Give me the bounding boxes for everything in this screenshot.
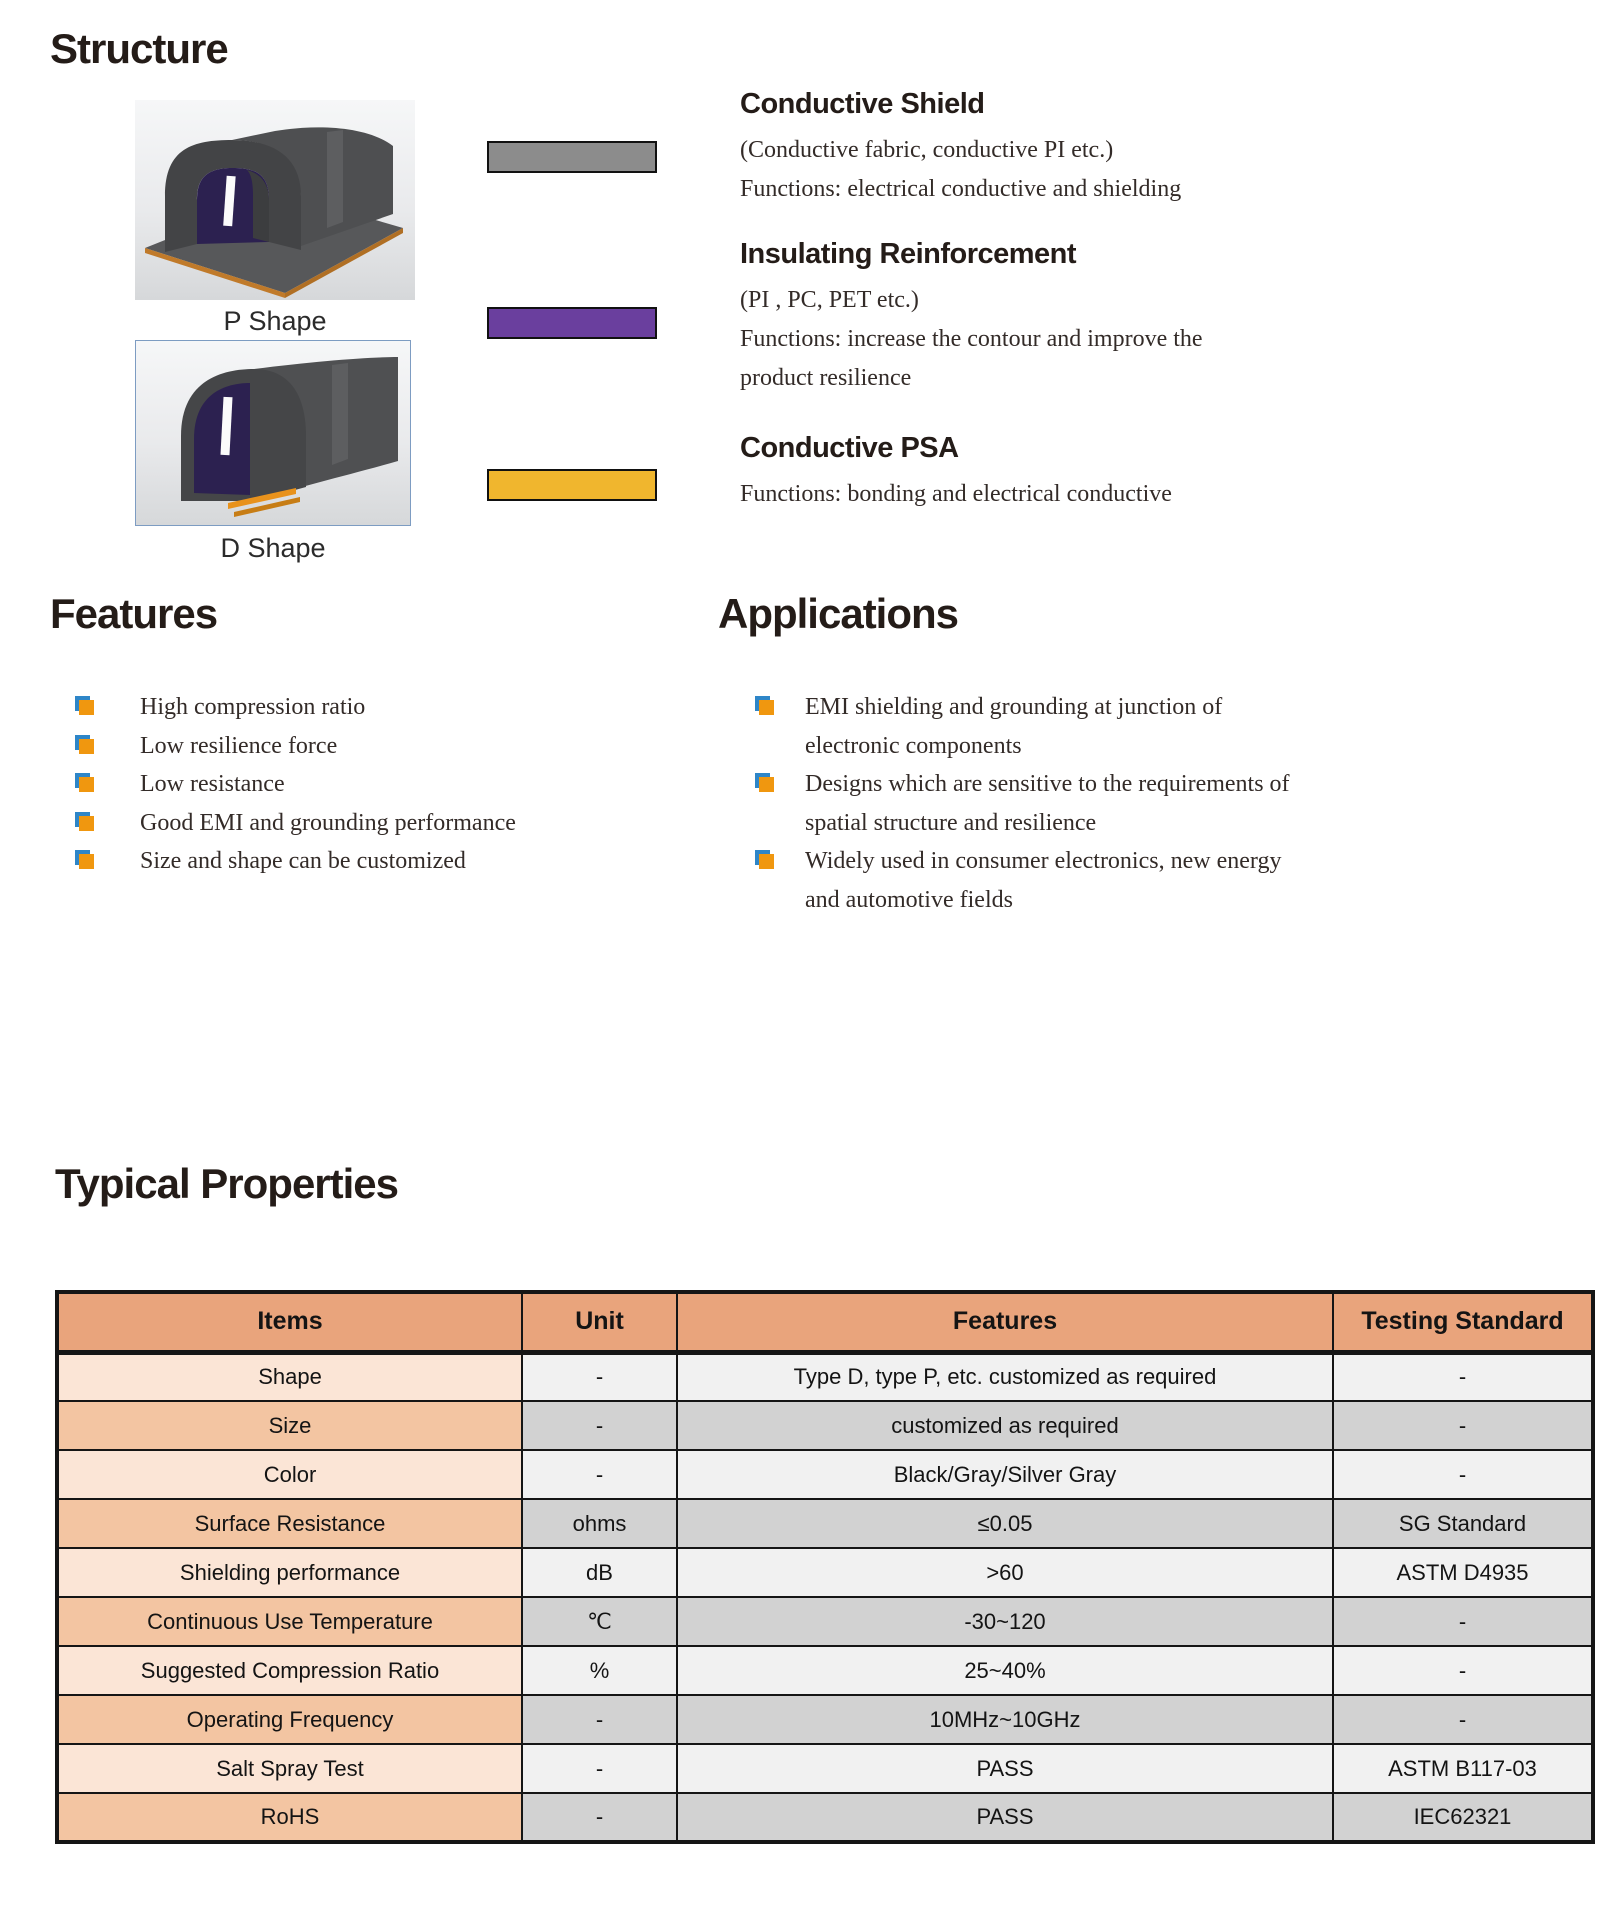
header-items: Items (57, 1292, 522, 1352)
cell-testing-standard: - (1333, 1646, 1593, 1695)
cell-testing-standard: - (1333, 1450, 1593, 1499)
insulating-reinforcement-functions: Functions: increase the contour and improve the product resilience (740, 326, 1203, 391)
header-features: Features (677, 1292, 1333, 1352)
list-item-label: High compression ratio (140, 694, 366, 720)
list-item-label: EMI shielding and grounding at junction of electronic components (805, 694, 1223, 759)
insulating-reinforcement-materials: (PI , PC, PET etc.) (740, 287, 919, 313)
cell-testing-standard: ASTM D4935 (1333, 1548, 1593, 1597)
p-shape-render (135, 100, 415, 300)
insulating-reinforcement-title: Insulating Reinforcement (740, 238, 1077, 270)
list-item (75, 727, 635, 766)
conductive-shield-functions: Functions: electrical conductive and shielding (740, 176, 1182, 202)
d-shape-label: D Shape (220, 533, 326, 563)
properties-table (55, 1290, 1595, 1844)
list-item (75, 688, 635, 727)
conductive-psa-functions: Functions: bonding and electrical conductive (740, 481, 1172, 507)
properties-table-header (57, 1292, 1593, 1352)
cell-feature: customized as required (677, 1401, 1333, 1450)
table-row (57, 1695, 1593, 1744)
header-unit: Unit (522, 1292, 677, 1352)
cell-item: Shape (57, 1352, 522, 1401)
applications-heading: Applications (718, 590, 959, 637)
table-row (57, 1450, 1593, 1499)
cell-unit: ℃ (522, 1597, 677, 1646)
list-item (755, 688, 1315, 765)
bullet-square-icon (755, 773, 775, 793)
list-item (755, 842, 1315, 919)
cell-testing-standard: - (1333, 1352, 1593, 1401)
cell-item: Surface Resistance (57, 1499, 522, 1548)
list-item-label: Widely used in consumer electronics, new energy and automotive fields (805, 848, 1282, 913)
cell-item: Salt Spray Test (57, 1744, 522, 1793)
features-list (75, 688, 635, 881)
cell-item: Size (57, 1401, 522, 1450)
properties-table-body (57, 1352, 1593, 1842)
conductive-psa-title: Conductive PSA (740, 432, 959, 464)
cell-unit: - (522, 1450, 677, 1499)
cell-testing-standard: IEC62321 (1333, 1793, 1593, 1842)
bullet-square-icon (75, 696, 95, 716)
cell-feature: PASS (677, 1744, 1333, 1793)
conductive-shield-title: Conductive Shield (740, 88, 985, 120)
cell-unit: - (522, 1793, 677, 1842)
list-item-label: Size and shape can be customized (140, 848, 466, 874)
cell-item: Operating Frequency (57, 1695, 522, 1744)
insulating-reinforcement-swatch (487, 307, 657, 339)
cell-testing-standard: - (1333, 1695, 1593, 1744)
cell-testing-standard: - (1333, 1401, 1593, 1450)
header-row (57, 1292, 1593, 1352)
table-row (57, 1646, 1593, 1695)
list-item (75, 804, 635, 843)
cell-feature: PASS (677, 1793, 1333, 1842)
cell-testing-standard: SG Standard (1333, 1499, 1593, 1548)
cell-unit: - (522, 1744, 677, 1793)
cell-feature: ≤0.05 (677, 1499, 1333, 1548)
cell-item: Color (57, 1450, 522, 1499)
insulating-reinforcement-block (740, 238, 1260, 398)
bullet-square-icon (75, 735, 95, 755)
cell-item: Suggested Compression Ratio (57, 1646, 522, 1695)
cell-testing-standard: - (1333, 1597, 1593, 1646)
d-shape-illustration (136, 341, 410, 525)
list-item (75, 765, 635, 804)
table-row (57, 1499, 1593, 1548)
cell-feature: 25~40% (677, 1646, 1333, 1695)
cell-feature: 10MHz~10GHz (677, 1695, 1333, 1744)
list-item-label: Low resistance (140, 771, 285, 797)
bullet-square-icon (755, 850, 775, 870)
list-item-label: Good EMI and grounding performance (140, 809, 516, 836)
cell-unit: ohms (522, 1499, 677, 1548)
cell-feature: >60 (677, 1548, 1333, 1597)
d-shape-render (135, 340, 411, 526)
cell-feature: -30~120 (677, 1597, 1333, 1646)
cell-testing-standard: ASTM B117-03 (1333, 1744, 1593, 1793)
header-testing-standard: Testing Standard (1333, 1292, 1593, 1352)
table-row (57, 1352, 1593, 1401)
cell-item: Continuous Use Temperature (57, 1597, 522, 1646)
structure-heading: Structure (50, 25, 228, 72)
features-heading: Features (50, 590, 218, 637)
cell-unit: - (522, 1695, 677, 1744)
cell-feature: Type D, type P, etc. customized as required (677, 1352, 1333, 1401)
applications-list (755, 688, 1315, 919)
bullet-square-icon (75, 850, 95, 870)
table-row (57, 1597, 1593, 1646)
cell-item: Shielding performance (57, 1548, 522, 1597)
list-item-label: Designs which are sensitive to the requirements of spatial structure and resilience (805, 771, 1290, 836)
cell-unit: dB (522, 1548, 677, 1597)
cell-unit: % (522, 1646, 677, 1695)
list-item (75, 842, 635, 881)
conductive-psa-block (740, 432, 1300, 514)
table-row (57, 1548, 1593, 1597)
bullet-square-icon (755, 696, 775, 716)
typical-properties-heading: Typical Properties (55, 1160, 399, 1207)
table-row (57, 1744, 1593, 1793)
conductive-psa-swatch (487, 469, 657, 501)
table-row (57, 1793, 1593, 1842)
conductive-shield-materials: (Conductive fabric, conductive PI etc.) (740, 137, 1114, 163)
cell-unit: - (522, 1401, 677, 1450)
list-item-label: Low resilience force (140, 732, 338, 759)
conductive-shield-block (740, 88, 1300, 209)
p-shape-label: P Shape (223, 306, 327, 336)
cell-feature: Black/Gray/Silver Gray (677, 1450, 1333, 1499)
cell-item: RoHS (57, 1793, 522, 1842)
bullet-square-icon (75, 812, 95, 832)
conductive-shield-swatch (487, 141, 657, 173)
bullet-square-icon (75, 773, 95, 793)
cell-unit: - (522, 1352, 677, 1401)
table-row (57, 1401, 1593, 1450)
list-item (755, 765, 1315, 842)
p-shape-illustration (135, 100, 415, 300)
